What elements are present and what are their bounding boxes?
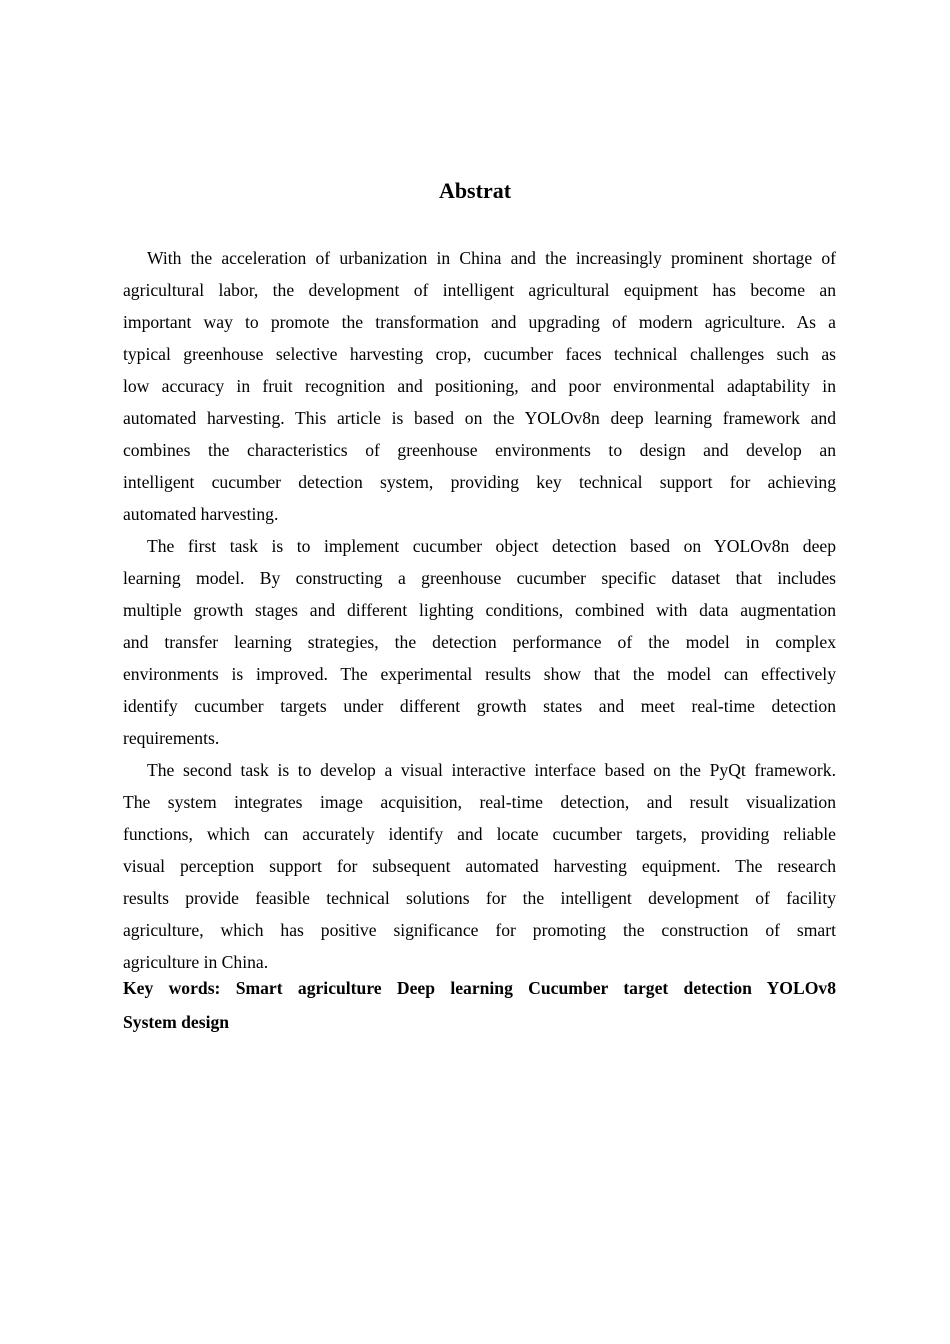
paragraph-line: intelligent cucumber detection system, providing key technical support for achieving [123, 472, 836, 492]
abstract-body [123, 242, 836, 1046]
paragraph-line: visual perception support for subsequent automated harvesting equipment. The research [123, 856, 836, 876]
paragraph-line: automated harvesting. [123, 504, 279, 524]
paragraph-line: agricultural labor, the development of intelligent agricultural equipment has become an [123, 280, 836, 300]
abstract-paragraph [123, 242, 836, 530]
paragraph-line: environments is improved. The experimental results show that the model can effectively [123, 664, 836, 684]
paragraph-line: The second task is to develop a visual interactive interface based on the PyQt framework. [147, 760, 836, 780]
page-title: Abstrat [438, 178, 512, 203]
paragraph-line: low accuracy in fruit recognition and positioning, and poor environmental adaptability in [123, 376, 836, 396]
paragraph-line: identify cucumber targets under different growth states and meet real-time detection [123, 696, 836, 716]
abstract-paragraph [123, 530, 836, 754]
paragraph-line: typical greenhouse selective harvesting crop, cucumber faces technical challenges such as [123, 344, 836, 364]
paragraph-line: and transfer learning strategies, the detection performance of the model in complex [123, 632, 836, 652]
paragraph-line: results provide feasible technical solutions for the intelligent development of facility [123, 888, 836, 908]
paragraph-line: The first task is to implement cucumber object detection based on YOLOv8n deep [147, 536, 836, 556]
paragraph-line: important way to promote the transformation and upgrading of modern agriculture. As a [123, 312, 836, 332]
paragraph-line: functions, which can accurately identify and locate cucumber targets, providing reliable [123, 824, 836, 844]
paragraph-line: requirements. [123, 728, 220, 748]
paragraph-line: agriculture in China. [123, 952, 269, 972]
paragraph-line: The system integrates image acquisition, real-time detection, and result visualization [123, 792, 836, 812]
paragraph-line: combines the characteristics of greenhouse environments to design and develop an [123, 440, 836, 460]
paragraph-line: learning model. By constructing a greenhouse cucumber specific dataset that includes [123, 568, 836, 588]
paragraph-line: agriculture, which has positive significance for promoting the construction of smart [123, 920, 836, 940]
paragraph-line: With the acceleration of urbanization in China and the increasingly prominent shortage of [147, 248, 836, 268]
keywords [123, 974, 836, 1046]
abstract-paragraph [123, 754, 836, 978]
keywords-line: Key words: Smart agriculture Deep learning Cucumber target detection YOLOv8 [123, 978, 836, 998]
keywords-line: System design [123, 1012, 230, 1032]
paragraph-line: automated harvesting. This article is based on the YOLOv8n deep learning framework and [123, 408, 836, 428]
paragraph-line: multiple growth stages and different lighting conditions, combined with data augmentation [123, 600, 836, 620]
